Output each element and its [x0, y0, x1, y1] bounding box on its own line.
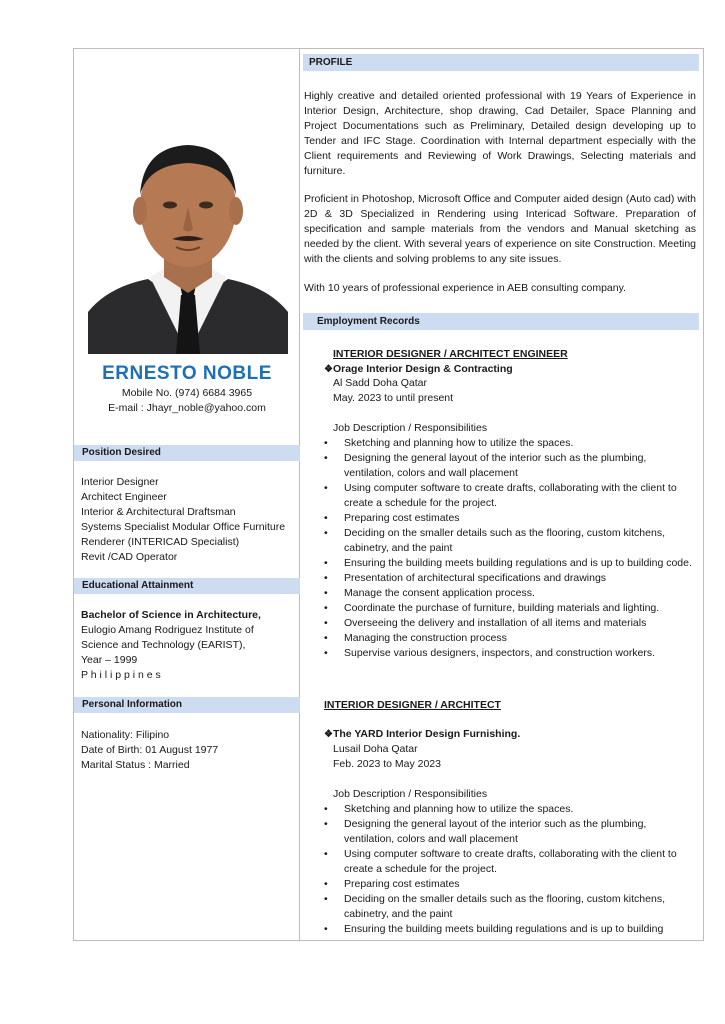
job-title: INTERIOR DESIGNER / ARCHITECT: [324, 699, 501, 711]
degree: Bachelor of Science in Architecture,: [81, 609, 261, 621]
company-name: ❖The YARD Interior Design Furnishing.: [324, 728, 521, 740]
responsibility-list: [324, 436, 692, 661]
list-item: • Presentation of architectural specifications and drawings: [324, 571, 692, 586]
education-heading: Educational Attainment: [74, 578, 300, 594]
profile-heading: PROFILE: [303, 54, 699, 71]
nationality: Nationality: Filipino: [81, 729, 170, 741]
right-column: [300, 49, 703, 940]
list-item: • Ensuring the building meets building regulations and is up to building code.: [324, 556, 692, 571]
date-of-birth: Date of Birth: 01 August 1977: [81, 744, 219, 756]
position-item: Interior Designer: [81, 476, 159, 488]
list-item: • Sketching and planning how to utilize the spaces.: [324, 436, 692, 451]
position-item: Architect Engineer: [81, 491, 167, 503]
list-item: • Deciding on the smaller details such as the flooring, custom kitchens, cabinetry, and the paint: [324, 892, 692, 922]
candidate-name: ERNESTO NOBLE: [102, 363, 272, 384]
job-dates: May. 2023 to until present: [333, 392, 454, 404]
school-line: Science and Technology (EARIST),: [81, 639, 246, 651]
position-item: Revit /CAD Operator: [81, 551, 178, 563]
left-column: [74, 49, 300, 940]
position-item: Systems Specialist Modular Office Furniture: [81, 521, 286, 533]
list-item: • Overseeing the delivery and installation of all items and materials: [324, 616, 692, 631]
job-location: Lusail Doha Qatar: [333, 743, 418, 755]
diamond-bullet-icon: ❖: [324, 364, 333, 375]
personal-info-block: [81, 728, 296, 773]
profile-paragraph: With 10 years of professional experience in AEB consulting company.: [304, 282, 626, 294]
list-item: • Designing the general layout of the interior such as the plumbing, ventilation, colors and wall placement: [324, 817, 692, 847]
position-item: Interior & Architectural Draftsman: [81, 506, 236, 518]
list-item: • Managing the construction process: [324, 631, 692, 646]
diamond-bullet-icon: ❖: [324, 729, 333, 740]
profile-photo: [88, 107, 288, 354]
list-item: • Designing the general layout of the interior such as the plumbing, ventilation, colors and wall placement: [324, 451, 692, 481]
profile-paragraph: Highly creative and detailed oriented professional with 19 Years of Experience in Interior Design, Architecture, shop drawing, Cad Detailer, Space Planning and Project Documentations such as Preliminary, Detailed design developing up to Tender and IFC Stage. Coordination with Internal department especially with the Client requirements and Reviewing of Work Drawings, Selecting materials and furniture.: [304, 90, 696, 177]
profile-paragraph: Proficient in Photoshop, Microsoft Office and Computer aided design (Auto cad) with 2D & 3D Specialized in Rendering using Intericad Software. Preparation of specification and sample materials from the vendors and Manual sketching as needed by the client. With several years of experience on site Construction. Meeting with the clients and solving problems to any site issues.: [304, 193, 696, 265]
responsibility-list: [324, 802, 692, 937]
list-item: • Deciding on the smaller details such as the flooring, custom kitchens, cabinetry, and the paint: [324, 526, 692, 556]
marital-status: Marital Status : Married: [81, 759, 190, 771]
list-item: • Supervise various designers, inspectors, and construction workers.: [324, 646, 692, 661]
school-line: Year – 1999: [81, 654, 138, 666]
position-item: Renderer (INTERICAD Specialist): [81, 536, 240, 548]
job-description-label: Job Description / Responsibilities: [333, 422, 488, 434]
job-dates: Feb. 2023 to May 2023: [333, 758, 441, 770]
list-item: • Preparing cost estimates: [324, 511, 692, 526]
list-item: • Using computer software to create drafts, collaborating with the client to create a schedule for the project.: [324, 481, 692, 511]
job-title: INTERIOR DESIGNER / ARCHITECT ENGINEER: [333, 348, 568, 360]
education-block: [81, 608, 296, 683]
list-item: • Ensuring the building meets building regulations and is up to building: [324, 922, 692, 937]
list-item: • Coordinate the purchase of furniture, building materials and lighting.: [324, 601, 692, 616]
position-list: [81, 475, 296, 565]
school-line: P h i l i p p i n e s: [81, 669, 161, 681]
company-name: ❖Orage Interior Design & Contracting: [324, 363, 513, 375]
position-desired-heading: Position Desired: [74, 445, 300, 461]
employment-heading: Employment Records: [303, 313, 699, 330]
list-item: • Preparing cost estimates: [324, 877, 692, 892]
list-item: • Sketching and planning how to utilize the spaces.: [324, 802, 692, 817]
personal-info-heading: Personal Information: [74, 697, 300, 713]
mobile-number: Mobile No. (974) 6684 3965: [121, 387, 253, 399]
list-item: • Manage the consent application process.: [324, 586, 692, 601]
school-line: Eulogio Amang Rodriguez Institute of: [81, 624, 254, 636]
list-item: • Using computer software to create drafts, collaborating with the client to create a schedule for the project.: [324, 847, 692, 877]
resume-page: [73, 48, 704, 941]
job-description-label: Job Description / Responsibilities: [333, 788, 488, 800]
email-address: E-mail : Jhayr_noble@yahoo.com: [108, 402, 266, 414]
job-location: Al Sadd Doha Qatar: [333, 377, 427, 389]
